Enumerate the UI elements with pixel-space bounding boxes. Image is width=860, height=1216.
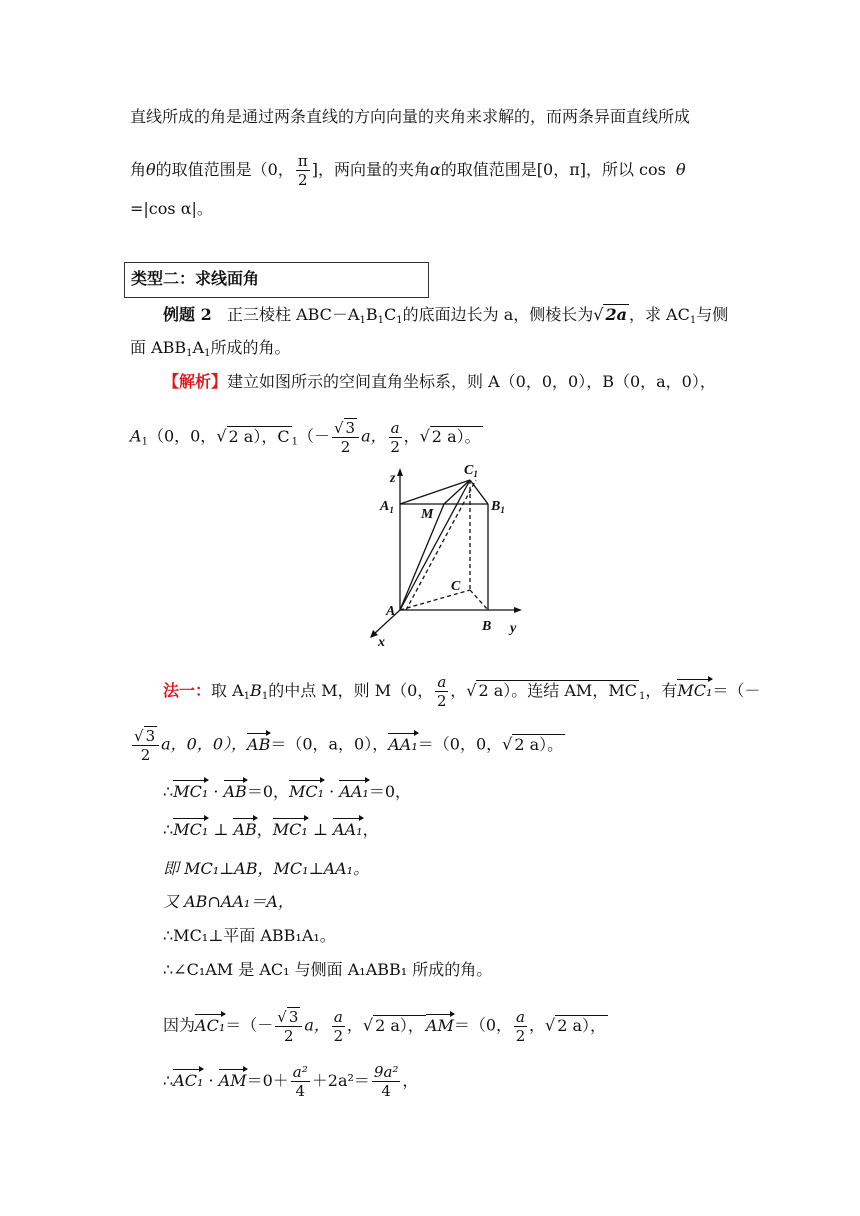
label-C: C <box>451 579 461 594</box>
step-4: 又 AB∩AA₁＝A， <box>163 892 294 911</box>
label-z: z <box>390 471 396 486</box>
step-8: ∴AC₁ · AM＝0＋ $\frac{\text{a²}}{4}$ ＋2a²＝ $\frac{\text{9a²}}{4}$ ， <box>163 1063 419 1100</box>
analysis-line-1: 【解析】建立如图所示的空间直角坐标系，则 A（0，0，0），B（0，a，0）， <box>163 372 716 391</box>
segment-MC1 <box>444 480 470 504</box>
step-7: 因为AC₁＝（－ $\frac{√ 3}{2}$ a， $\frac{a}{2}$ ，√ 2 a）， AM＝（0， $\frac{a}{2}$ ，√ 2 a）， <box>163 1007 606 1045</box>
example-line-1: 例题 2 正三棱柱 $ABC-A_1B_1C_1$的底面边长为 a，侧棱长为√ 2a ，求 $AC_1$与侧 <box>163 305 729 326</box>
label-A: A <box>386 604 396 619</box>
step-6: ∴∠C₁AM 是 AC₁ 与侧面 A₁ABB₁ 所成的角。 <box>163 960 493 979</box>
method1-line-2: $\frac{√ 3}{2}$ a，0，0），AB＝（0，a，0），AA₁＝（0，0，√ 2 a）。 <box>134 727 564 764</box>
intro-line-1: 直线所成的角是通过两条直线的方向向量的夹角来求解的，而两条异面直线所成 <box>130 107 691 126</box>
label-B: B <box>482 619 492 634</box>
pi-over-2: $\frac{\pi}{2}$ <box>297 152 308 189</box>
method1-line-1: 法一：取 $A_1B_1$的中点 M，则 M（0， $\frac{a}{2}$ ，√ 2 a）。连结 AM，MC $_1$，有MC₁＝（－ <box>163 673 761 710</box>
intro-line-3: =|cos α|。 <box>130 199 213 218</box>
step-5: ∴MC₁⊥平面 ABB₁A₁。 <box>163 926 336 945</box>
method1-tag: 法一： <box>163 681 212 700</box>
label-C1: $C_1$ <box>464 463 478 479</box>
analysis-tag: 【解析】 <box>163 372 228 391</box>
label-M: M <box>421 507 434 522</box>
label-y: y <box>510 621 517 636</box>
label-A1: $A_1$ <box>380 499 394 515</box>
label-x: x <box>378 635 385 650</box>
intro-line-2: 角θ的取值范围是（0， $\frac{\pi}{2}$ ]，两向量的夹角α的取值范围是[0，π]，所以 cos θ <box>130 152 686 189</box>
analysis-line-2: $A_1(0$，0，√ 2 a），C $_1$（－ $\frac{√ 3}{2}$ a， $\frac{a}{2}$ ，√ 2 a）。 <box>130 418 481 456</box>
example-line-2: 面 $ABB_1A_1$所成的角。 <box>130 338 291 359</box>
vec-MC1: MC₁ <box>677 681 713 700</box>
step-1: ∴MC₁ · AB＝0，MC₁ · AA₁＝0， <box>163 782 412 801</box>
label-B1: $B_1$ <box>491 499 505 515</box>
step-2: ∴MC₁ ⊥ AB，MC₁ ⊥ AA₁， <box>163 820 379 839</box>
step-3: 即 MC₁⊥AB，MC₁⊥AA₁。 <box>163 859 370 878</box>
prism-figure <box>360 460 535 650</box>
section-title: 类型二：求线面角 <box>131 269 260 288</box>
